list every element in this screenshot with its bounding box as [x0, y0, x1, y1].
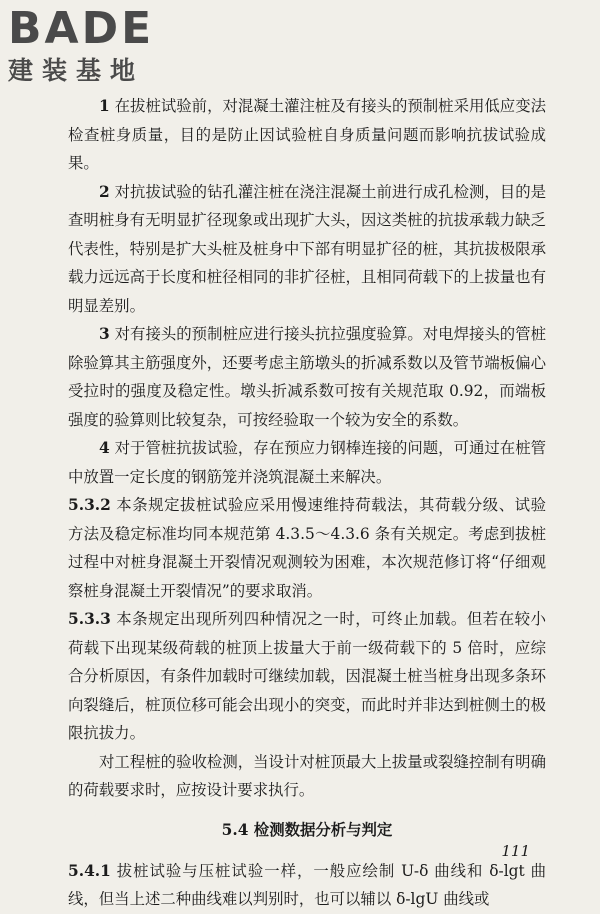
paragraph-number: 1 [99, 97, 110, 115]
page-body [68, 92, 546, 914]
paragraph-number: 2 [99, 182, 110, 201]
clause-5-3-2 [68, 491, 546, 605]
clause-5-3-3 [68, 605, 546, 748]
paragraph-4 [68, 434, 546, 491]
paragraph-text: 对于管桩抗拔试验，存在预应力钢棒连接的问题，可通过在桩管中放置一定长度的钢筋笼并浇筑混凝土来解决。 [68, 439, 546, 486]
clause-5-4-1 [68, 857, 546, 914]
paragraph-1 [68, 92, 546, 178]
logo [8, 3, 198, 86]
paragraph-number: 3 [99, 325, 110, 343]
logo-subtitle: 建装基地 [8, 56, 145, 85]
page-number: 111 [501, 842, 530, 860]
clause-text: 拔桩试验与压桩试验一样，一般应绘制 U-δ 曲线和 δ-lgt 曲线，但当上述二种曲线难以判别时，也可以辅以 δ-lgU 曲线或 [68, 861, 546, 908]
paragraph-2 [68, 178, 546, 321]
paragraph-text: 对有接头的预制桩应进行接头抗拉强度验算。对电焊接头的管桩除验算其主筋强度外，还要考虑主筋墩头的折减系数以及管节端板偏心受拉时的强度及稳定性。墩头折减系数可按有关规范取 0.92，而端板强度的验算则比较复杂，可按经验取一个较为安全的系数。 [68, 325, 546, 429]
closing-paragraph: 对工程桩的验收检测，当设计对桩顶最大上拔量或裂缝控制有明确的荷载要求时，应按设计要求执行。 [68, 752, 546, 799]
paragraph-number: 4 [99, 439, 110, 457]
paragraph-text: 在拔桩试验前，对混凝土灌注桩及有接头的预制桩采用低应变法检查桩身质量，目的是防止因试验桩自身质量问题而影响抗拔试验成果。 [68, 97, 546, 172]
clause-text: 本条规定拔桩试验应采用慢速维持荷载法，其荷载分级、试验方法及稳定标准均同本规范第 4.3.5～4.3.6 条有关规定。考虑到拔桩过程中对桩身混凝土开裂情况观测较为困难，本次规范修订将“仔细观察桩身混凝土开裂情况”的要求取消。 [68, 496, 546, 600]
clause-number: 5.4.1 [68, 861, 111, 880]
clause-number: 5.3.3 [68, 610, 111, 628]
paragraph-text: 对抗拔试验的钻孔灌注桩在浇注混凝土前进行成孔检测，目的是查明桩身有无明显扩径现象或出现扩大头，因这类桩的抗拔承载力缺乏代表性，特别是扩大头桩及桩身中下部有明显扩径的桩，其抗拔极限承载力远远高于长度和桩径相同的非扩径桩，且相同荷载下的上拔量也有明显差别。 [68, 182, 546, 315]
clause-number: 5.3.2 [68, 496, 111, 514]
paragraph-3 [68, 320, 546, 434]
section-heading: 5.4 检测数据分析与判定 [221, 820, 393, 839]
clause-text: 本条规定出现所列四种情况之一时，可终止加载。但若在较小荷载下出现某级荷载的桩顶上拔量大于前一级荷载下的 5 倍时，应综合分析原因，有条件加载时可继续加载，因混凝土桩当桩身出现多条环向裂缝后，桩顶位移可能会出现小的突变，而此时并非达到桩侧土的极限抗拔力。 [68, 610, 546, 742]
logo-mark: BADE [8, 3, 155, 54]
